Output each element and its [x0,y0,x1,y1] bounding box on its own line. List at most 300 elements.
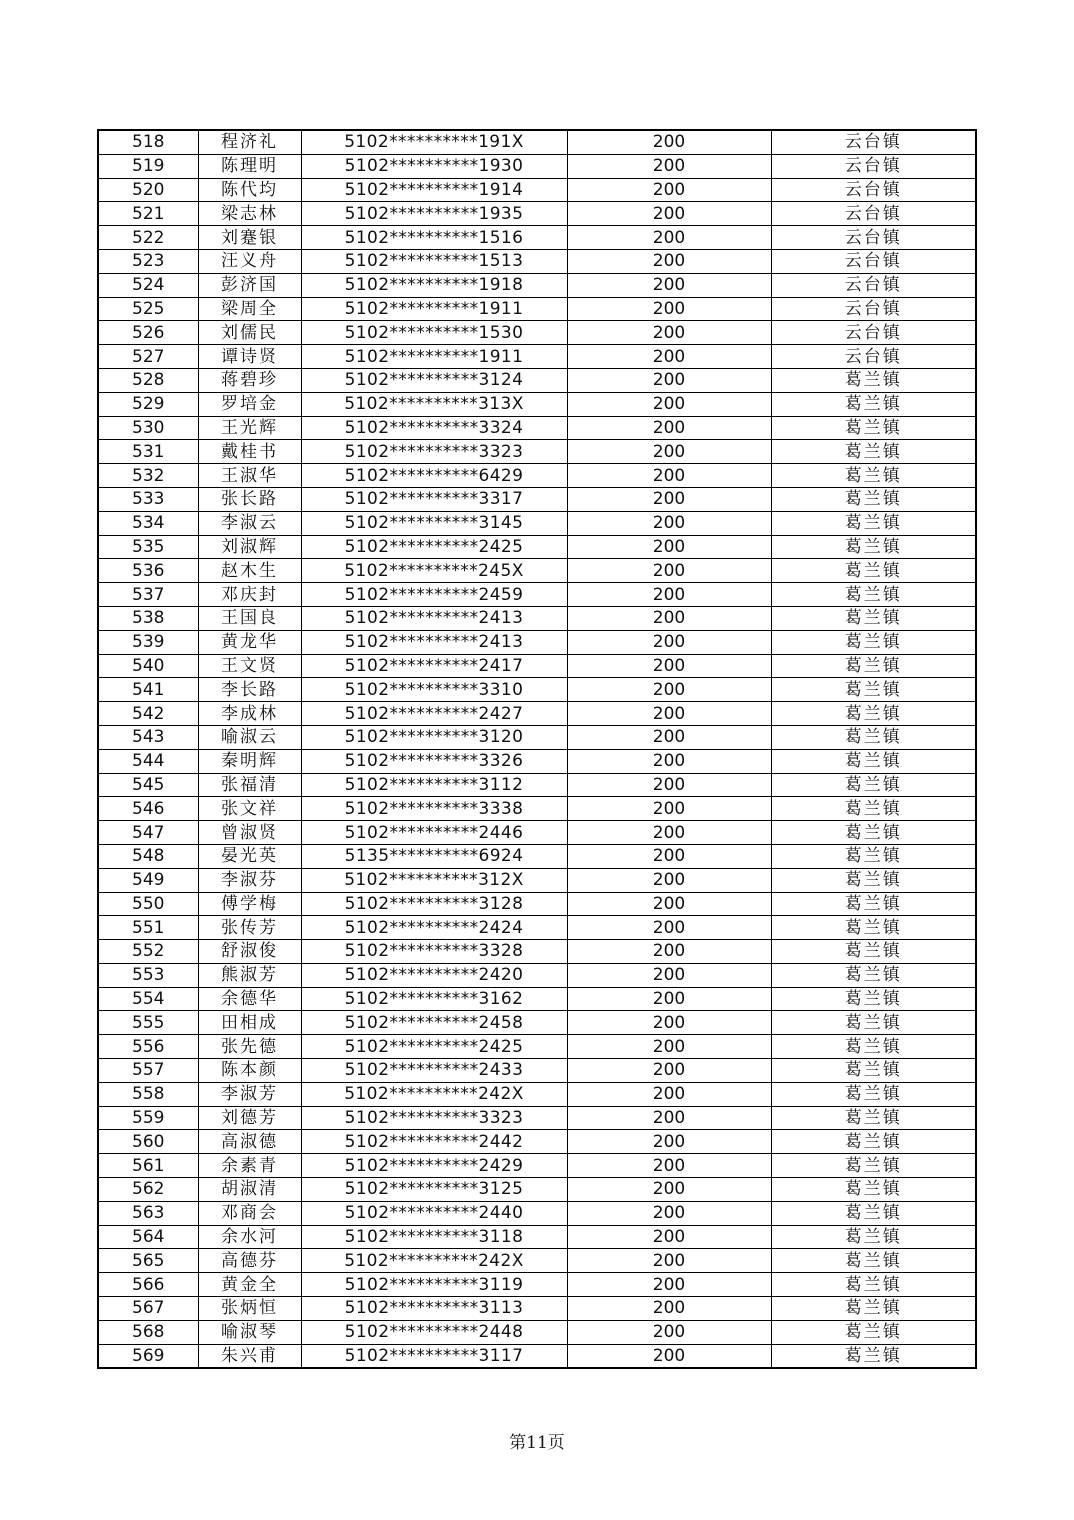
amount: 200 [567,345,771,369]
row-number: 520 [98,178,198,202]
town-name: 葛兰镇 [771,987,976,1011]
id-number: 5102**********312X [301,868,567,892]
id-number: 5102**********3326 [301,749,567,773]
table-row [98,535,976,559]
table-row [98,868,976,892]
town-name: 葛兰镇 [771,797,976,821]
id-number: 5102**********242X [301,1082,567,1106]
row-number: 538 [98,606,198,630]
person-name: 邓庆封 [198,583,301,607]
person-name: 王淑华 [198,464,301,488]
amount: 200 [567,392,771,416]
town-name: 葛兰镇 [771,963,976,987]
id-number: 5102**********191X [301,130,567,154]
person-name: 喻淑琴 [198,1320,301,1344]
person-name: 黄金全 [198,1273,301,1297]
person-name: 彭济国 [198,273,301,297]
person-name: 刘淑辉 [198,535,301,559]
town-name: 葛兰镇 [771,464,976,488]
id-number: 5102**********2424 [301,916,567,940]
row-number: 549 [98,868,198,892]
table-row [98,1059,976,1083]
amount: 200 [567,1011,771,1035]
town-name: 葛兰镇 [771,1106,976,1130]
town-name: 葛兰镇 [771,583,976,607]
town-name: 葛兰镇 [771,559,976,583]
amount: 200 [567,1201,771,1225]
town-name: 葛兰镇 [771,654,976,678]
town-name: 云台镇 [771,130,976,154]
row-number: 534 [98,511,198,535]
table-row [98,249,976,273]
town-name: 葛兰镇 [771,1249,976,1273]
id-number: 5102**********3112 [301,773,567,797]
town-name: 葛兰镇 [771,940,976,964]
town-name: 葛兰镇 [771,1059,976,1083]
town-name: 葛兰镇 [771,702,976,726]
table-row [98,1249,976,1273]
id-number: 5102**********3124 [301,368,567,392]
town-name: 葛兰镇 [771,821,976,845]
row-number: 547 [98,821,198,845]
table-row [98,963,976,987]
row-number: 526 [98,321,198,345]
amount: 200 [567,1106,771,1130]
town-name: 葛兰镇 [771,1225,976,1249]
table-row [98,702,976,726]
town-name: 葛兰镇 [771,916,976,940]
table-row [98,178,976,202]
page-number: 第11页 [509,1433,565,1453]
row-number: 545 [98,773,198,797]
amount: 200 [567,821,771,845]
table-row [98,583,976,607]
table-row [98,1035,976,1059]
table-row [98,844,976,868]
person-name: 李淑芳 [198,1082,301,1106]
town-name: 葛兰镇 [771,630,976,654]
amount: 200 [567,987,771,1011]
table-row [98,606,976,630]
row-number: 561 [98,1154,198,1178]
town-name: 葛兰镇 [771,511,976,535]
amount: 200 [567,487,771,511]
table-row [98,1011,976,1035]
amount: 200 [567,1225,771,1249]
id-number: 5102**********3120 [301,725,567,749]
amount: 200 [567,797,771,821]
town-name: 云台镇 [771,273,976,297]
person-name: 李淑芬 [198,868,301,892]
id-number: 5102**********1930 [301,154,567,178]
id-number: 5102**********6429 [301,464,567,488]
row-number: 556 [98,1035,198,1059]
person-name: 张福清 [198,773,301,797]
amount: 200 [567,844,771,868]
id-number: 5102**********2433 [301,1059,567,1083]
table-row [98,1273,976,1297]
row-number: 540 [98,654,198,678]
row-number: 528 [98,368,198,392]
amount: 200 [567,535,771,559]
id-number: 5102**********3317 [301,487,567,511]
town-name: 葛兰镇 [771,1273,976,1297]
amount: 200 [567,892,771,916]
table-row [98,321,976,345]
amount: 200 [567,416,771,440]
amount: 200 [567,725,771,749]
id-number: 5102**********245X [301,559,567,583]
id-number: 5102**********313X [301,392,567,416]
id-number: 5102**********2425 [301,535,567,559]
person-name: 余德华 [198,987,301,1011]
row-number: 563 [98,1201,198,1225]
person-name: 李长路 [198,678,301,702]
table-row [98,678,976,702]
id-number: 5102**********2429 [301,1154,567,1178]
table-row [98,511,976,535]
town-name: 葛兰镇 [771,1320,976,1344]
amount: 200 [567,583,771,607]
id-number: 5102**********2413 [301,630,567,654]
person-name: 张长路 [198,487,301,511]
id-number: 5102**********2459 [301,583,567,607]
town-name: 葛兰镇 [771,1130,976,1154]
town-name: 葛兰镇 [771,1344,976,1368]
person-name: 喻淑云 [198,725,301,749]
table-row [98,1154,976,1178]
row-number: 536 [98,559,198,583]
id-number: 5102**********242X [301,1249,567,1273]
person-name: 熊淑芳 [198,963,301,987]
table-row [98,916,976,940]
amount: 200 [567,773,771,797]
town-name: 葛兰镇 [771,844,976,868]
amount: 200 [567,1297,771,1321]
person-name: 傅学梅 [198,892,301,916]
row-number: 555 [98,1011,198,1035]
table-row [98,1201,976,1225]
id-number: 5102**********1516 [301,226,567,250]
row-number: 551 [98,916,198,940]
town-name: 云台镇 [771,345,976,369]
town-name: 葛兰镇 [771,368,976,392]
amount: 200 [567,678,771,702]
amount: 200 [567,1059,771,1083]
id-number: 5102**********3119 [301,1273,567,1297]
amount: 200 [567,321,771,345]
row-number: 558 [98,1082,198,1106]
table-row [98,773,976,797]
id-number: 5102**********3118 [301,1225,567,1249]
id-number: 5102**********3323 [301,440,567,464]
row-number: 530 [98,416,198,440]
row-number: 554 [98,987,198,1011]
amount: 200 [567,559,771,583]
town-name: 云台镇 [771,154,976,178]
amount: 200 [567,940,771,964]
person-name: 罗培金 [198,392,301,416]
person-name: 黄龙华 [198,630,301,654]
row-number: 569 [98,1344,198,1368]
town-name: 云台镇 [771,297,976,321]
row-number: 539 [98,630,198,654]
amount: 200 [567,1344,771,1368]
table-row [98,487,976,511]
person-name: 戴桂书 [198,440,301,464]
row-number: 524 [98,273,198,297]
id-number: 5102**********2413 [301,606,567,630]
table-row [98,392,976,416]
row-number: 543 [98,725,198,749]
town-name: 葛兰镇 [771,749,976,773]
table-row [98,1320,976,1344]
amount: 200 [567,749,771,773]
person-name: 张炳恒 [198,1297,301,1321]
person-name: 王光辉 [198,416,301,440]
amount: 200 [567,511,771,535]
town-name: 葛兰镇 [771,725,976,749]
id-number: 5102**********1530 [301,321,567,345]
amount: 200 [567,1320,771,1344]
amount: 200 [567,273,771,297]
row-number: 557 [98,1059,198,1083]
person-name: 王文贤 [198,654,301,678]
id-number: 5102**********2458 [301,1011,567,1035]
person-name: 李淑云 [198,511,301,535]
amount: 200 [567,130,771,154]
row-number: 527 [98,345,198,369]
amount: 200 [567,297,771,321]
amount: 200 [567,368,771,392]
table-row [98,345,976,369]
town-name: 葛兰镇 [771,1082,976,1106]
person-name: 赵木生 [198,559,301,583]
row-number: 559 [98,1106,198,1130]
town-name: 葛兰镇 [771,1154,976,1178]
person-name: 余素青 [198,1154,301,1178]
id-number: 5102**********2425 [301,1035,567,1059]
id-number: 5102**********3338 [301,797,567,821]
row-number: 525 [98,297,198,321]
table-row [98,297,976,321]
id-number: 5102**********3113 [301,1297,567,1321]
id-number: 5102**********2427 [301,702,567,726]
town-name: 葛兰镇 [771,678,976,702]
town-name: 葛兰镇 [771,1201,976,1225]
amount: 200 [567,1082,771,1106]
town-name: 葛兰镇 [771,606,976,630]
id-number: 5102**********2448 [301,1320,567,1344]
id-number: 5102**********1911 [301,297,567,321]
amount: 200 [567,178,771,202]
row-number: 519 [98,154,198,178]
table-row [98,1082,976,1106]
row-number: 562 [98,1178,198,1202]
person-name: 晏光英 [198,844,301,868]
id-number: 5102**********1918 [301,273,567,297]
town-name: 云台镇 [771,321,976,345]
row-number: 560 [98,1130,198,1154]
town-name: 云台镇 [771,226,976,250]
id-number: 5102**********2417 [301,654,567,678]
table-row [98,1130,976,1154]
town-name: 葛兰镇 [771,392,976,416]
person-name: 胡淑清 [198,1178,301,1202]
row-number: 546 [98,797,198,821]
town-name: 葛兰镇 [771,1178,976,1202]
table-row [98,416,976,440]
table-row [98,725,976,749]
person-name: 蒋碧珍 [198,368,301,392]
amount: 200 [567,1154,771,1178]
id-number: 5102**********2442 [301,1130,567,1154]
amount: 200 [567,1130,771,1154]
id-number: 5102**********2446 [301,821,567,845]
row-number: 531 [98,440,198,464]
row-number: 518 [98,130,198,154]
town-name: 云台镇 [771,202,976,226]
person-name: 李成林 [198,702,301,726]
row-number: 567 [98,1297,198,1321]
person-name: 邓商会 [198,1201,301,1225]
row-number: 537 [98,583,198,607]
table-row [98,130,976,154]
row-number: 568 [98,1320,198,1344]
id-number: 5102**********3117 [301,1344,567,1368]
row-number: 565 [98,1249,198,1273]
town-name: 云台镇 [771,249,976,273]
table-row [98,368,976,392]
amount: 200 [567,154,771,178]
table-row [98,226,976,250]
row-number: 535 [98,535,198,559]
town-name: 云台镇 [771,178,976,202]
row-number: 529 [98,392,198,416]
row-number: 533 [98,487,198,511]
person-name: 程济礼 [198,130,301,154]
person-name: 谭诗贤 [198,345,301,369]
table-row [98,154,976,178]
row-number: 544 [98,749,198,773]
table-row [98,821,976,845]
person-name: 张文祥 [198,797,301,821]
amount: 200 [567,1035,771,1059]
person-name: 高淑德 [198,1130,301,1154]
table-row [98,630,976,654]
town-name: 葛兰镇 [771,1035,976,1059]
amount: 200 [567,702,771,726]
table-row [98,987,976,1011]
table-row [98,273,976,297]
person-name: 王国良 [198,606,301,630]
row-number: 523 [98,249,198,273]
person-name: 陈代均 [198,178,301,202]
town-name: 葛兰镇 [771,416,976,440]
id-number: 5135**********6924 [301,844,567,868]
id-number: 5102**********3128 [301,892,567,916]
person-name: 朱兴甫 [198,1344,301,1368]
row-number: 548 [98,844,198,868]
amount: 200 [567,440,771,464]
person-name: 高德芬 [198,1249,301,1273]
table-row [98,940,976,964]
table-row [98,1178,976,1202]
person-name: 张先德 [198,1035,301,1059]
id-number: 5102**********3328 [301,940,567,964]
table-row [98,559,976,583]
row-number: 552 [98,940,198,964]
table-row [98,464,976,488]
town-name: 葛兰镇 [771,1011,976,1035]
table-row [98,749,976,773]
id-number: 5102**********3310 [301,678,567,702]
row-number: 521 [98,202,198,226]
table-row [98,892,976,916]
row-number: 522 [98,226,198,250]
person-name: 余水河 [198,1225,301,1249]
amount: 200 [567,916,771,940]
id-number: 5102**********2440 [301,1201,567,1225]
town-name: 葛兰镇 [771,892,976,916]
person-name: 汪义舟 [198,249,301,273]
person-name: 刘德芳 [198,1106,301,1130]
table-row [98,1106,976,1130]
town-name: 葛兰镇 [771,1297,976,1321]
amount: 200 [567,1249,771,1273]
town-name: 葛兰镇 [771,487,976,511]
id-number: 5102**********3125 [301,1178,567,1202]
row-number: 564 [98,1225,198,1249]
person-name: 舒淑俊 [198,940,301,964]
row-number: 542 [98,702,198,726]
person-name: 陈本颜 [198,1059,301,1083]
id-number: 5102**********3162 [301,987,567,1011]
person-name: 秦明辉 [198,749,301,773]
person-name: 梁志林 [198,202,301,226]
id-number: 5102**********3323 [301,1106,567,1130]
id-number: 5102**********1513 [301,249,567,273]
table-row [98,202,976,226]
person-name: 张传芳 [198,916,301,940]
amount: 200 [567,464,771,488]
id-number: 5102**********1914 [301,178,567,202]
town-name: 葛兰镇 [771,535,976,559]
id-number: 5102**********1935 [301,202,567,226]
amount: 200 [567,606,771,630]
amount: 200 [567,202,771,226]
row-number: 532 [98,464,198,488]
amount: 200 [567,654,771,678]
table-row [98,797,976,821]
id-number: 5102**********3145 [301,511,567,535]
person-name: 陈理明 [198,154,301,178]
person-name: 刘儒民 [198,321,301,345]
row-number: 541 [98,678,198,702]
row-number: 566 [98,1273,198,1297]
person-name: 刘蹇银 [198,226,301,250]
table-row [98,1225,976,1249]
table-row [98,654,976,678]
person-name: 梁周全 [198,297,301,321]
id-number: 5102**********2420 [301,963,567,987]
roster-body [98,130,976,1368]
table-row [98,1344,976,1368]
amount: 200 [567,868,771,892]
amount: 200 [567,249,771,273]
amount: 200 [567,630,771,654]
id-number: 5102**********1911 [301,345,567,369]
